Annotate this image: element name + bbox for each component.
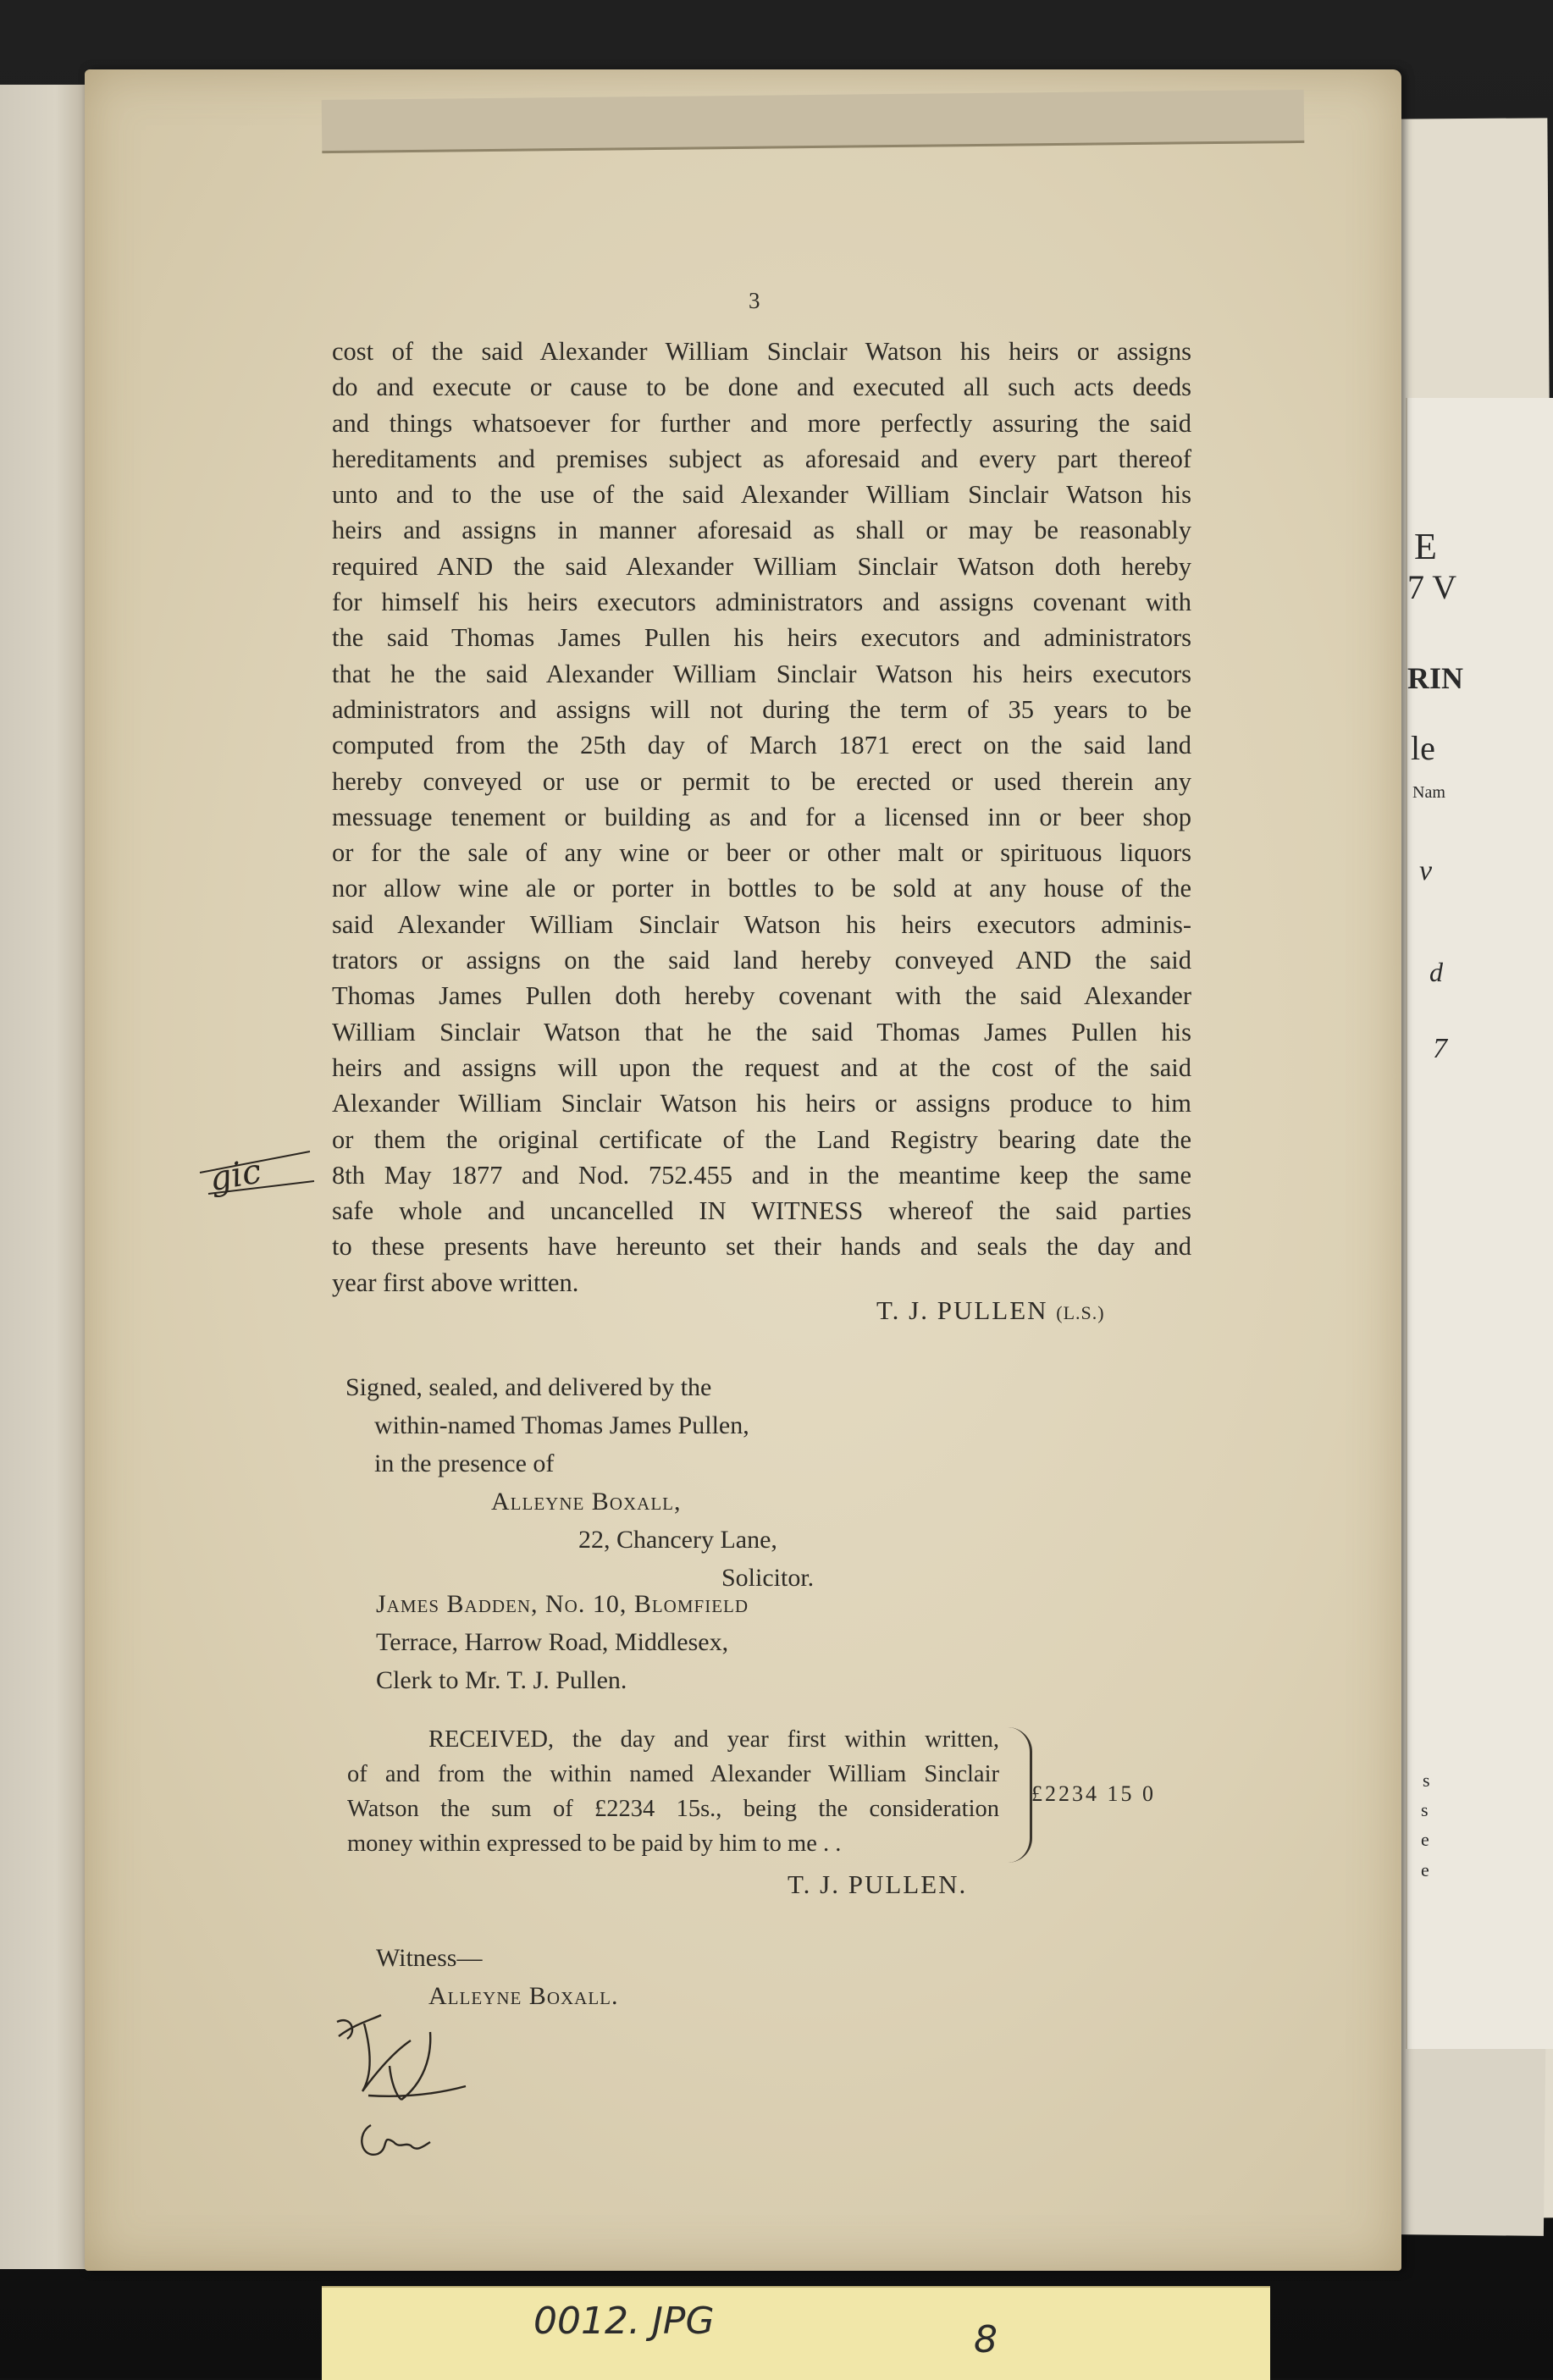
page-fold-edge	[322, 90, 1305, 153]
receipt-amount: £2234 15 0	[1031, 1781, 1156, 1806]
body-line: and things whatsoever for further and more perfectly assuring the said	[332, 408, 1191, 438]
right-fragment: 7	[1433, 1033, 1447, 1064]
body-line: 8th May 1877 and Nod. 752.455 and in the meantime keep the same	[332, 1160, 1191, 1190]
body-line: nor allow wine ale or porter in bottles to be sold at any house of the	[332, 874, 1191, 903]
body-line: heirs and assigns will upon the request and at the cost of the said	[332, 1052, 1191, 1082]
body-line: or for the sale of any wine or beer or other malt or spirituous liquors	[332, 838, 1191, 868]
margin-annotation	[191, 1135, 318, 1202]
right-fragment: e	[1421, 1859, 1429, 1880]
body-line: required AND the said Alexander William Sinclair Watson doth hereby	[332, 551, 1191, 581]
right-fragment: 7 V	[1407, 568, 1457, 606]
right-fragment: Nam	[1412, 783, 1445, 802]
attestation-line: Signed, sealed, and delivered by the	[345, 1373, 712, 1401]
seal-mark: (L.S.)	[1056, 1302, 1105, 1323]
body-line: safe whole and uncancelled IN WITNESS whereof the said parties	[332, 1196, 1191, 1226]
underlying-form-sheet	[1406, 398, 1553, 2049]
witness-address: 22, Chancery Lane,	[578, 1526, 777, 1554]
right-fragment: v	[1419, 855, 1433, 886]
left-book-page	[0, 85, 93, 2269]
right-fragment: s	[1423, 1770, 1430, 1791]
body-line: do and execute or cause to be done and executed all such acts deeds	[332, 373, 1191, 402]
right-fragment: d	[1429, 957, 1443, 987]
page-number: 3	[749, 288, 760, 313]
signature-name: T. J. PULLEN	[876, 1295, 1048, 1325]
body-line: computed from the 25th day of March 1871 erect on the said land	[332, 731, 1191, 760]
attestation-clause	[345, 1368, 854, 1597]
second-witness-line: Terrace, Harrow Road, Middlesex,	[376, 1628, 729, 1656]
body-line: unto and to the use of the said Alexander William Sinclair Watson his	[332, 480, 1191, 510]
body-line: for himself his heirs executors administrators and assigns covenant with	[332, 588, 1191, 617]
handwritten-initials	[330, 1998, 500, 2176]
receipt-line: money within expressed to be paid by him to me . .	[347, 1831, 842, 1857]
receipt-clause	[347, 1722, 999, 1861]
margin-annotation-text: gic	[207, 1151, 264, 1200]
body-line: heirs and assigns in manner aforesaid as shall or may be reasonably	[332, 516, 1191, 545]
body-line: or them the original certificate of the Land Registry bearing date the	[332, 1124, 1191, 1154]
right-fragment: E	[1414, 526, 1437, 567]
body-line: trators or assigns on the said land hereby conveyed AND the said	[332, 946, 1191, 975]
body-line: Alexander William Sinclair Watson his heirs or assigns produce to him	[332, 1089, 1191, 1118]
attestation-line: in the presence of	[374, 1450, 555, 1477]
archive-item-number: 8	[974, 2318, 998, 2361]
second-witness-line: Clerk to Mr. T. J. Pullen.	[376, 1666, 627, 1694]
body-line: that he the said Alexander William Sinclair Watson his heirs executors	[332, 659, 1191, 688]
body-line: year first above written.	[332, 1267, 579, 1297]
body-line: Thomas James Pullen doth hereby covenant with the said Alexander	[332, 981, 1191, 1011]
body-line: the said Thomas James Pullen his heirs executors and administrators	[332, 623, 1191, 653]
receipt-brace	[1008, 1727, 1032, 1863]
right-fragment: le	[1411, 729, 1435, 767]
attestation-line: within-named Thomas James Pullen,	[374, 1411, 749, 1439]
right-fragment: s	[1421, 1799, 1429, 1820]
second-witness-block	[376, 1585, 850, 1699]
archive-file-code: 0012. JPG	[533, 2300, 715, 2343]
receipt-line: Watson the sum of £2234 15s., being the consideration	[347, 1796, 999, 1822]
body-line: hereditaments and premises subject as aforesaid and every part thereof	[332, 444, 1191, 473]
body-line: cost of the said Alexander William Sinclair Watson his heirs or assigns	[332, 337, 1191, 366]
deed-body-text	[332, 334, 1191, 1300]
receipt-line: RECEIVED, the day and year first within written,	[428, 1726, 999, 1753]
body-line: messuage tenement or building as and for a licensed inn or beer shop	[332, 802, 1191, 831]
witness-label: Witness—	[376, 1944, 483, 1972]
witness-name: Alleyne Boxall.	[428, 1982, 619, 2010]
right-fragment: RIN	[1407, 661, 1464, 695]
grantor-signature	[876, 1295, 1105, 1326]
witness-name: Alleyne Boxall,	[491, 1488, 682, 1516]
receipt-line: of and from the within named Alexander William Sinclair	[347, 1761, 999, 1787]
body-line: said Alexander William Sinclair Watson his heirs executors adminis-	[332, 909, 1191, 939]
right-fragment: e	[1421, 1829, 1429, 1850]
body-line: hereby conveyed or use or permit to be erected or used therein any	[332, 766, 1191, 796]
receipt-signature: T. J. PULLEN.	[788, 1869, 968, 1899]
body-line: administrators and assigns will not during the term of 35 years to be	[332, 694, 1191, 724]
second-witness-line: James Badden, No. 10, Blomfield	[376, 1590, 749, 1618]
body-line: to these presents have hereunto set their hands and seals the day and	[332, 1232, 1191, 1262]
archive-label-strip	[322, 2286, 1270, 2380]
body-line: William Sinclair Watson that he the said Thomas James Pullen his	[332, 1017, 1191, 1046]
witness-title: Solicitor.	[721, 1564, 815, 1592]
